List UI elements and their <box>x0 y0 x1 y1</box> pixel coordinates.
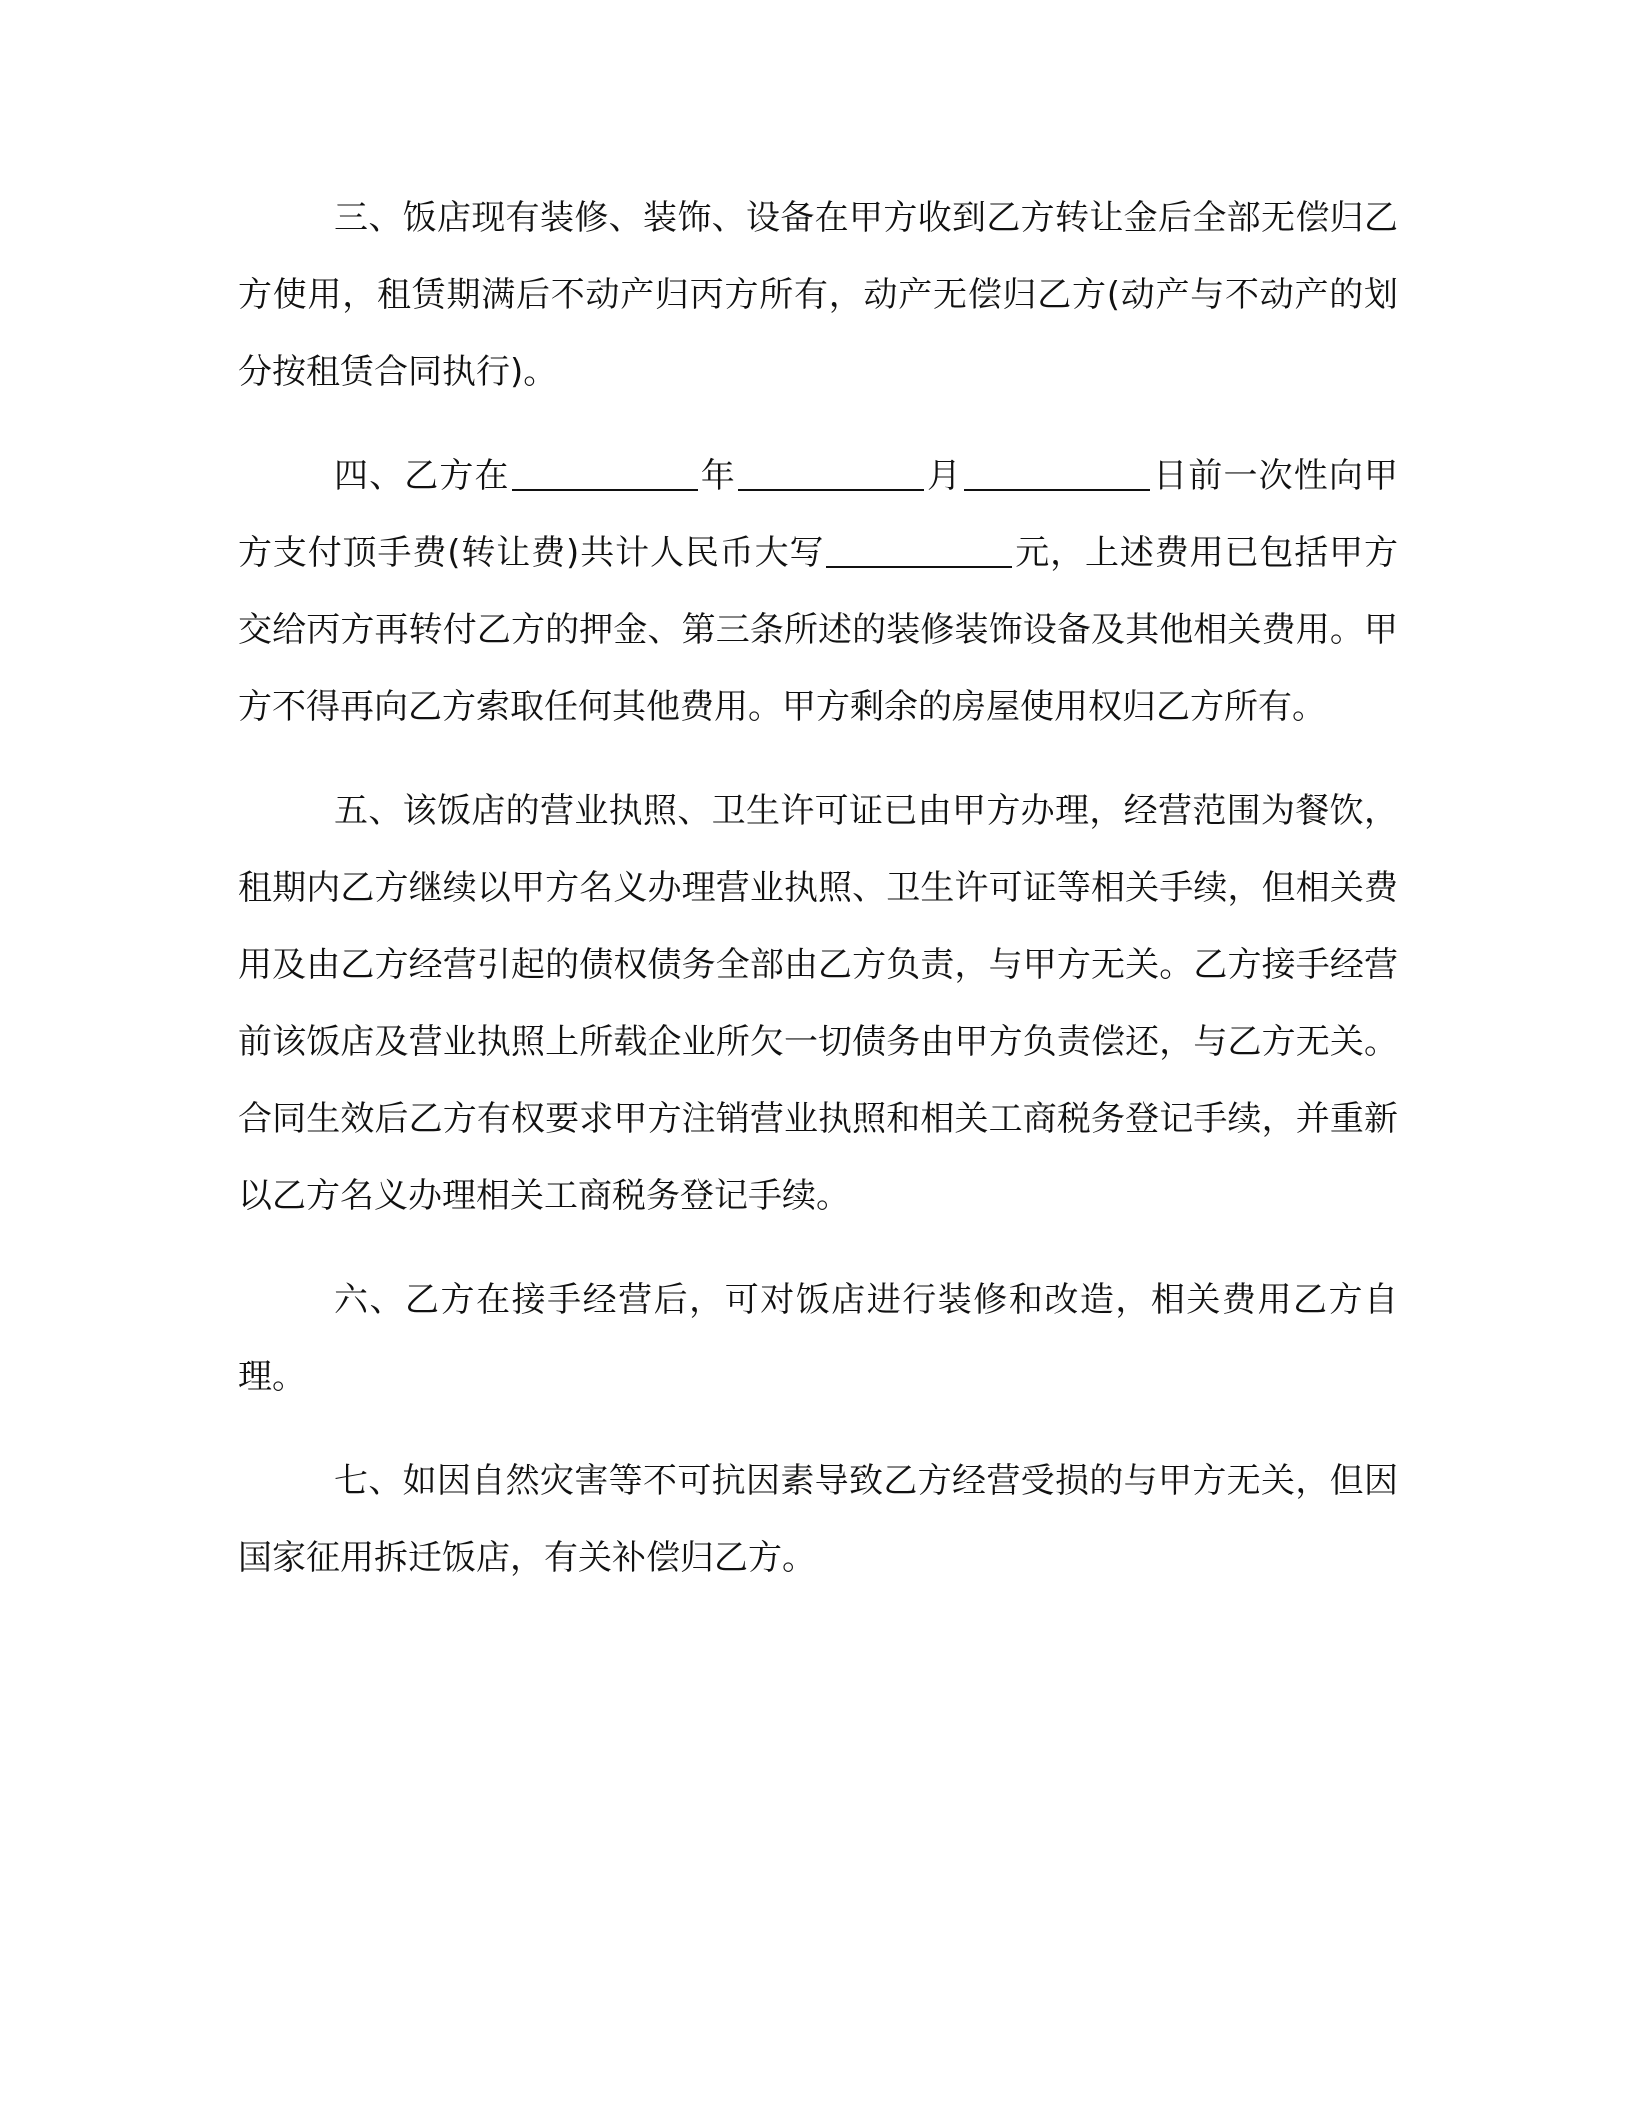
clause-4-text-middle: 日前一次性向甲方支付顶手费(转让费)共计人民币大写 <box>238 456 1398 573</box>
clause-7-paragraph: 七、如因自然灾害等不可抗因素导致乙方经营受损的与甲方无关，但因国家征用拆迁饭店，有关补偿归乙方。 <box>238 1461 1398 1578</box>
clause-4-paragraph <box>238 438 1398 746</box>
day-blank-line <box>964 455 1150 491</box>
amount-blank-line <box>826 532 1012 568</box>
contract-body <box>238 180 1398 1624</box>
clause-4-month-label: 月 <box>925 456 963 496</box>
year-blank-line <box>512 455 698 491</box>
month-blank-line <box>738 455 924 491</box>
clause-3-paragraph: 三、饭店现有装修、装饰、设备在甲方收到乙方转让金后全部无偿归乙方使用，租赁期满后不动产归丙方所有，动产无偿归乙方(动产与不动产的划分按租赁合同执行)。 <box>238 198 1398 392</box>
clause-4-text-start: 四、乙方在 <box>334 456 510 496</box>
clause-4-text-end: 元，上述费用已包括甲方交给丙方再转付乙方的押金、第三条所述的装修装饰设备及其他相关费用。甲方不得再向乙方索取任何其他费用。甲方剩余的房屋使用权归乙方所有。 <box>238 533 1399 727</box>
clause-5-paragraph: 五、该饭店的营业执照、卫生许可证已由甲方办理，经营范围为餐饮，租期内乙方继续以甲方名义办理营业执照、卫生许可证等相关手续，但相关费用及由乙方经营引起的债权债务全部由乙方负责，与甲方无关。乙方接手经营前该饭店及营业执照上所载企业所欠一切债务由甲方负责偿还，与乙方无关。合同生效后乙方有权要求甲方注销营业执照和相关工商税务登记手续，并重新以乙方名义办理相关工商税务登记手续。 <box>238 791 1398 1216</box>
clause-4-year-label: 年 <box>699 456 736 496</box>
clause-6-paragraph: 六、乙方在接手经营后，可对饭店进行装修和改造，相关费用乙方自理。 <box>238 1280 1398 1397</box>
